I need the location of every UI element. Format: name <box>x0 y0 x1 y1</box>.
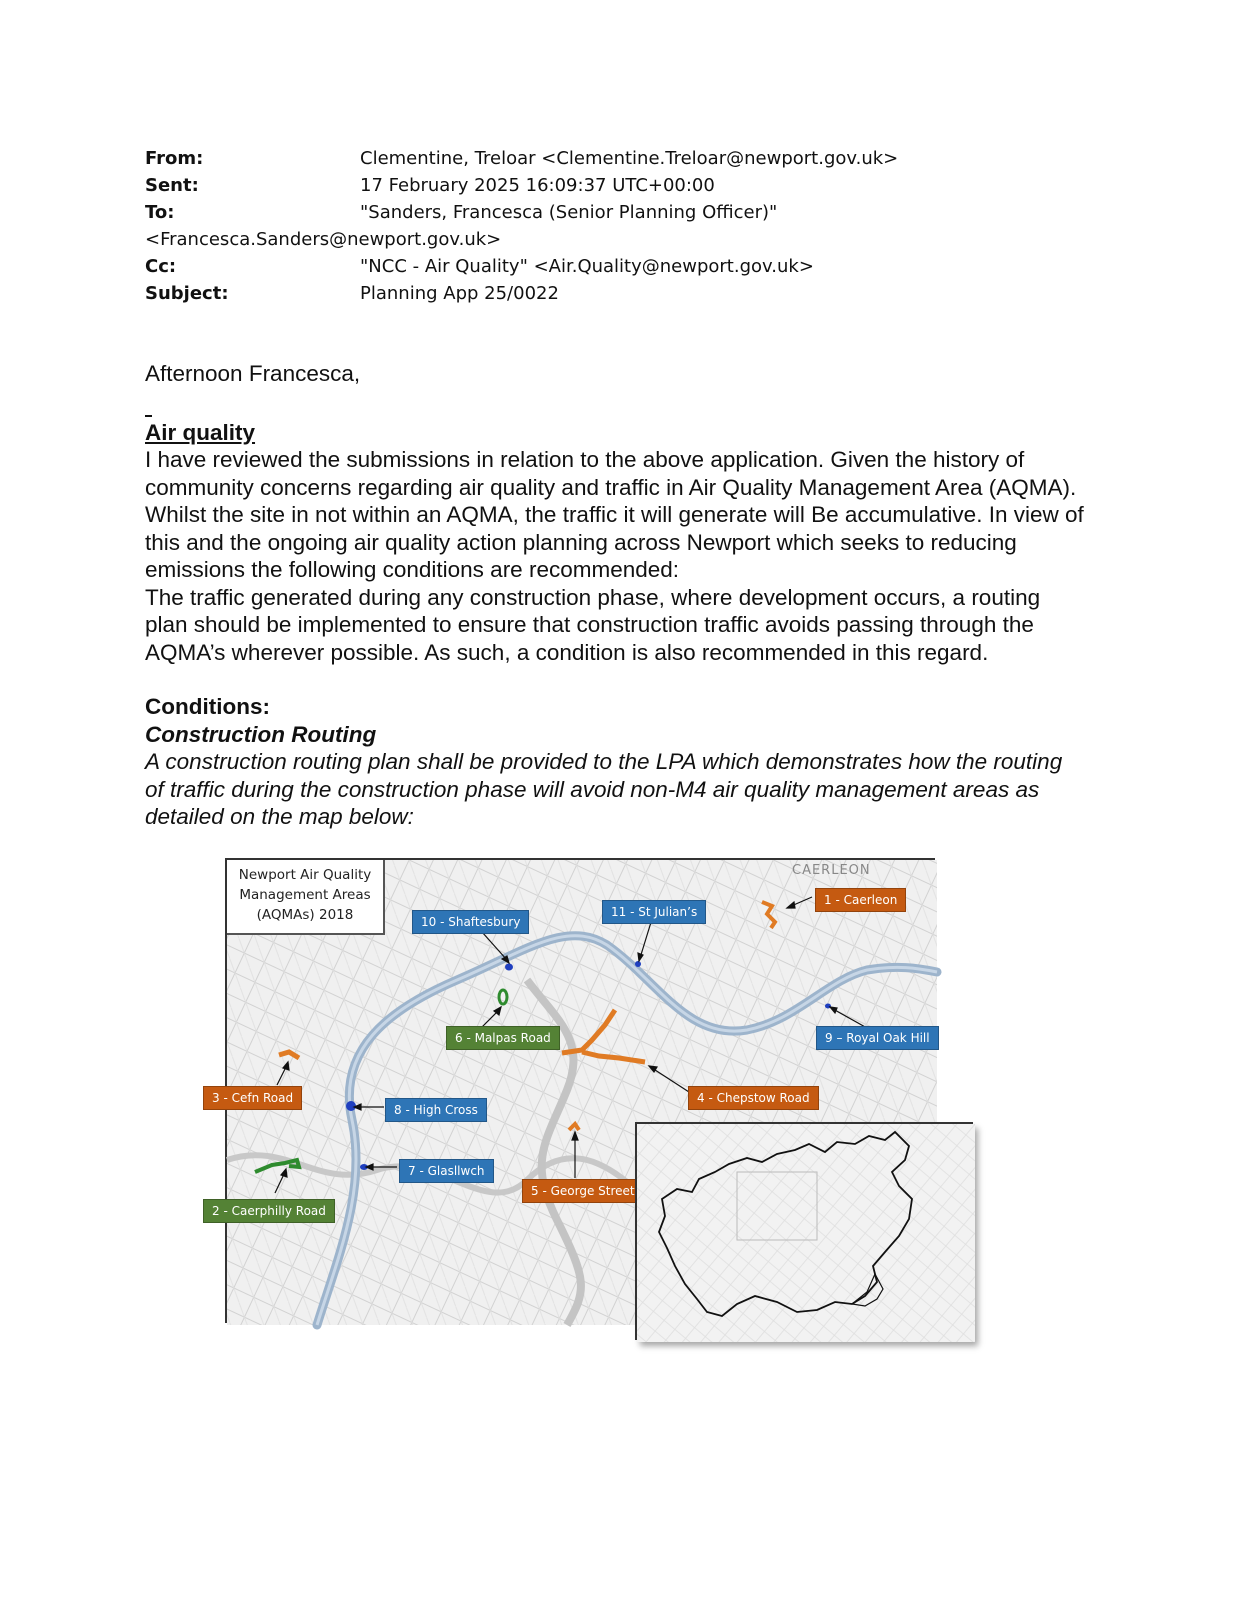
sent-row <box>145 172 1045 199</box>
label-high-cross: 8 - High Cross <box>385 1098 487 1122</box>
cc-value: "NCC - Air Quality" <Air.Quality@newport.gov.uk> <box>360 256 814 277</box>
to-email: <Francesca.Sanders@newport.gov.uk> <box>145 229 502 250</box>
label-malpas-road: 6 - Malpas Road <box>446 1026 560 1050</box>
stray-underline-mark <box>145 406 1085 419</box>
label-st-julians: 11 - St Julian’s <box>602 900 706 924</box>
subject-value: Planning App 25/0022 <box>360 283 559 304</box>
legend-line-2: Management Areas <box>239 887 371 903</box>
from-label: From: <box>145 148 204 169</box>
label-shaftesbury: 10 - Shaftesbury <box>412 910 529 934</box>
condition-text: A construction routing plan shall be provided to the LPA which demonstrates how the routing of traffic during the construction phase will avoid non-M4 air quality management areas as detailed on the map below: <box>145 749 1063 829</box>
label-chepstow-road: 4 - Chepstow Road <box>688 1086 819 1110</box>
aqma-shaftesbury-dot <box>505 964 513 971</box>
label-george-street: 5 - George Street <box>522 1179 644 1203</box>
email-header <box>145 145 1045 307</box>
label-caerleon: 1 - Caerleon <box>815 888 906 912</box>
sent-value: 17 February 2025 16:09:37 UTC+00:00 <box>360 175 715 196</box>
conditions-title: Conditions: <box>145 694 270 719</box>
email-body <box>145 360 1085 831</box>
to-row <box>145 199 1045 226</box>
from-row <box>145 145 1045 172</box>
inset-map-graphics <box>637 1124 975 1342</box>
label-glasllwch: 7 - Glasllwch <box>399 1159 494 1183</box>
label-cefn-road: 3 - Cefn Road <box>203 1086 302 1110</box>
inset-texture <box>637 1124 975 1342</box>
from-value: Clementine, Treloar <Clementine.Treloar@newport.gov.uk> <box>360 148 899 169</box>
label-caerphilly-road: 2 - Caerphilly Road <box>203 1199 335 1223</box>
section-title-air-quality: Air quality <box>145 419 256 445</box>
to-label: To: <box>145 202 175 223</box>
map-legend <box>227 860 385 935</box>
aqma-st-julians-dot <box>635 961 641 967</box>
paragraph-routing: The traffic generated during any construction phase, where development occurs, a routing plan should be implemented to ensure that construction traffic avoids passing through the AQMA’s wherever possible. As such, a condition is also recommended in this regard. <box>145 584 1041 665</box>
aqma-high-cross-dot <box>346 1101 356 1111</box>
sent-label: Sent: <box>145 175 199 196</box>
town-label-caerleon: CAERLEON <box>792 863 871 878</box>
inset-map-newport-boundary <box>635 1122 973 1340</box>
to-row-continued <box>145 226 1045 253</box>
paragraph-review: I have reviewed the submissions in relation to the above application. Given the history of community concerns regarding air quality and traffic in Air Quality Management Area (AQMA). Whilst the site in not within an AQMA, the traffic it will generate will Be accumulative. In view of this and the ongoing air quality action planning across Newport which seeks to reducing emissions the following conditions are recommended: <box>145 447 1084 582</box>
greeting: Afternoon Francesca, <box>145 361 361 386</box>
cc-row <box>145 253 1045 280</box>
condition-subtitle: Construction Routing <box>145 721 377 747</box>
to-value: "Sanders, Francesca (Senior Planning Officer)" <box>360 202 778 223</box>
legend-line-1: Newport Air Quality <box>238 867 372 883</box>
subject-label: Subject: <box>145 283 229 304</box>
cc-label: Cc: <box>145 256 177 277</box>
subject-row <box>145 280 1045 307</box>
legend-line-3: (AQMAs) 2018 <box>256 907 354 923</box>
label-royal-oak-hill: 9 – Royal Oak Hill <box>816 1026 939 1050</box>
